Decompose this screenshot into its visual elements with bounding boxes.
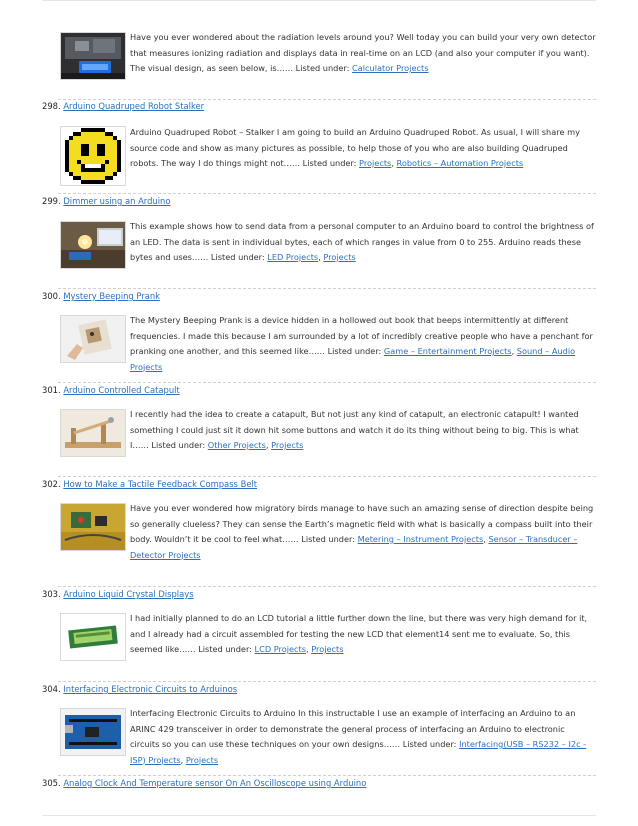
entry-text: I had initially planned to do an LCD tutorial a little further down the line, but there was very high demand for it, and I already had a circuit assembled for testing the new LCD that element14 sent me to evaluate. So, this seemed like……	[130, 613, 588, 654]
hollowed-book-image	[61, 316, 125, 362]
entry-title-link[interactable]: Arduino Controlled Catapult	[63, 385, 180, 395]
entry-text: I recently had the idea to create a catapult, But not just any kind of catapult, an electronic catapult! I wanted something I could just sit it down hit some buttons and watch it do its thing without being to big. This is what I……	[130, 409, 579, 450]
category-link[interactable]: Projects	[271, 440, 304, 450]
entry-304-description: Interfacing Electronic Circuits to Arduino In this instructable I use an example of interfacing an Arduino to an ARINC 429 transceiver in order to demonstrate the general process of interfacing an Arduino to electronic circuits so you can use these techniques on your own designs…… Listed under: Interfacing(USB – RS232 – I2c -ISP) Projects, Projects	[130, 708, 587, 765]
entry-299-thumbnail[interactable]	[60, 221, 126, 269]
entry-text: Have you ever wondered how migratory birds manage to have such an amazing sense of direction despite being so generally clueless? They can sense the Earth’s magnetic field with what is basically a compass built into their body. Wouldn’t it be cool to feel what……	[130, 503, 594, 544]
listed-under-label: Listed under:	[327, 346, 382, 356]
entry-number: 298.	[42, 101, 61, 111]
listed-under-label: Listed under:	[151, 440, 206, 450]
category-link[interactable]: LCD Projects	[254, 644, 307, 654]
separator	[58, 586, 596, 587]
category-link[interactable]: Robotics – Automation Projects	[396, 158, 524, 168]
entry-number: 300.	[42, 291, 61, 301]
separator	[58, 476, 596, 477]
category-link[interactable]: Other Projects	[207, 440, 266, 450]
entry-text: This example shows how to send data from a personal computer to an Arduino board to control the brightness of an LED. The data is sent in individual bytes, each of which ranges in value from 0 to 255. Arduino reads these bytes and uses……	[130, 221, 594, 262]
entry-302-description: Have you ever wondered how migratory birds manage to have such an amazing sense of direction despite being so generally clueless? They can sense the Earth’s magnetic field with what is basically a compass built into their body. Wouldn’t it be cool to feel what…… Listed under: Metering – Instrument Projects, Sensor – Transducer – Detector Projects	[130, 503, 594, 560]
bottom-border	[42, 815, 596, 816]
entry-title-link[interactable]: Arduino Liquid Crystal Displays	[63, 589, 194, 599]
category-link[interactable]: LED Projects	[267, 252, 319, 262]
entry-298-thumbnail[interactable]	[60, 126, 126, 186]
entry-303-description: I had initially planned to do an LCD tutorial a little further down the line, but there was very high demand for it, and I already had a circuit assembled for testing the new LCD that element14 sent me to evaluate. So, this seemed like…… Listed under: LCD Projects, Projects	[130, 613, 588, 654]
catapult-image	[61, 410, 125, 456]
arduino-board-image	[61, 709, 125, 755]
entry-0-text: Have you ever wondered about the radiation levels around you? Well today you can build your very own detector that measures ionizing radiation and displays data in real-time on an LCD (and also your computer if you want). The visual design, as seen below, is……	[130, 32, 596, 73]
listed-under-label: Listed under:	[402, 739, 457, 749]
top-border	[42, 0, 596, 1]
entry-304-title-row	[42, 683, 237, 695]
entry-text: The Mystery Beeping Prank is a device hidden in a hollowed out book that beeps intermittently at different frequencies. I made this because I am surrounded by a lot of incredibly creative people who have a penchant for pranking one another, and this seemed like……	[130, 315, 593, 356]
entry-304-thumbnail[interactable]	[60, 708, 126, 756]
entry-text: Arduino Quadruped Robot – Stalker I am going to build an Arduino Quadruped Robot. As usual, I will share my source code and show as many pictures as possible, to help those of you who are also building Quadruped robots. The way I do things might not……	[130, 127, 580, 168]
lcd-module-image	[61, 614, 125, 660]
entry-301-thumbnail[interactable]	[60, 409, 126, 457]
category-link[interactable]: Sound – Audio Projects	[130, 346, 576, 372]
listed-under-label: Listed under:	[301, 534, 356, 544]
entry-number: 299.	[42, 196, 61, 206]
category-link[interactable]: Projects	[311, 644, 344, 654]
entry-301-description: I recently had the idea to create a catapult, But not just any kind of catapult, an electronic catapult! I wanted something I could just sit it down hit some buttons and watch it do its thing without being to big. This is what I…… Listed under: Other Projects, Projects	[130, 409, 579, 450]
listed-under-label: Listed under:	[295, 63, 350, 73]
entry-number: 302.	[42, 479, 61, 489]
separator	[58, 681, 596, 682]
entry-title-link[interactable]: Dimmer using an Arduino	[63, 196, 171, 206]
category-link[interactable]: Game – Entertainment Projects	[383, 346, 512, 356]
entry-299-title-row	[42, 195, 170, 207]
entry-300-thumbnail[interactable]	[60, 315, 126, 363]
category-link[interactable]: Projects	[323, 252, 356, 262]
entry-number: 301.	[42, 385, 61, 395]
entry-title-link[interactable]: Mystery Beeping Prank	[63, 291, 160, 301]
category-link[interactable]: Projects	[359, 158, 392, 168]
entry-303-title-row	[42, 588, 194, 600]
entry-301-title-row	[42, 384, 180, 396]
listed-under-label: Listed under:	[302, 158, 357, 168]
led-dimmer-image	[61, 222, 125, 268]
entry-text: Interfacing Electronic Circuits to Arduino In this instructable I use an example of interfacing an Arduino to an ARINC 429 transceiver in order to demonstrate the general process of interfacing an Arduino to electronic circuits so you can use these techniques on your own designs……	[130, 708, 576, 749]
entry-299-description: This example shows how to send data from a personal computer to an Arduino board to control the brightness of an LED. The data is sent in individual bytes, each of which ranges in value from 0 to 255. Arduino reads these bytes and uses…… Listed under: LED Projects, Projects	[130, 221, 594, 262]
entry-305-title-row	[42, 777, 366, 789]
entry-title-link[interactable]: Arduino Quadruped Robot Stalker	[63, 101, 205, 111]
geiger-counter-image	[61, 33, 125, 79]
entry-302-thumbnail[interactable]	[60, 503, 126, 551]
listed-under-label: Listed under:	[198, 644, 252, 654]
separator	[58, 382, 596, 383]
listed-under-label: Listed under:	[210, 252, 265, 262]
compass-belt-image	[61, 504, 125, 550]
entry-300-title-row	[42, 290, 160, 302]
category-link[interactable]: Sensor – Transducer – Detector Projects	[130, 534, 578, 560]
category-link[interactable]: Projects	[185, 754, 219, 765]
entry-title-link[interactable]: Interfacing Electronic Circuits to Arduinos	[63, 684, 238, 694]
entry-number: 303.	[42, 589, 61, 599]
separator	[58, 775, 596, 776]
separator	[58, 288, 596, 289]
entry-title-link[interactable]: Analog Clock And Temperature sensor On An Oscilloscope using Arduino	[63, 778, 367, 788]
category-link[interactable]: Metering – Instrument Projects	[357, 534, 484, 544]
entry-298-description: Arduino Quadruped Robot – Stalker I am going to build an Arduino Quadruped Robot. As usual, I will share my source code and show as many pictures as possible, to help those of you who are also building Quadruped robots. The way I do things might not…… Listed under: Projects, Robotics – Automation Projects	[130, 127, 580, 168]
category-link[interactable]: Interfacing(USB – RS232 – I2c -ISP) Projects	[130, 739, 587, 765]
entry-300-description: The Mystery Beeping Prank is a device hidden in a hollowed out book that beeps intermittently at different frequencies. I made this because I am surrounded by a lot of incredibly creative people who have a penchant for pranking one another, and this seemed like…… Listed under: Game – Entertainment Projects, Sound – Audio Projects	[130, 315, 593, 372]
separator	[58, 193, 596, 194]
entry-0-thumbnail[interactable]	[60, 32, 126, 80]
category-link[interactable]: Calculator Projects	[352, 63, 429, 73]
entry-0-description	[130, 30, 596, 77]
entry-298-title-row	[42, 100, 204, 112]
entry-302-title-row	[42, 478, 257, 490]
entry-title-link[interactable]: How to Make a Tactile Feedback Compass Belt	[63, 479, 258, 489]
entry-303-thumbnail[interactable]	[60, 613, 126, 661]
entry-number: 305.	[42, 778, 61, 788]
pixel-smiley-image	[61, 127, 125, 185]
entry-number: 304.	[42, 684, 61, 694]
